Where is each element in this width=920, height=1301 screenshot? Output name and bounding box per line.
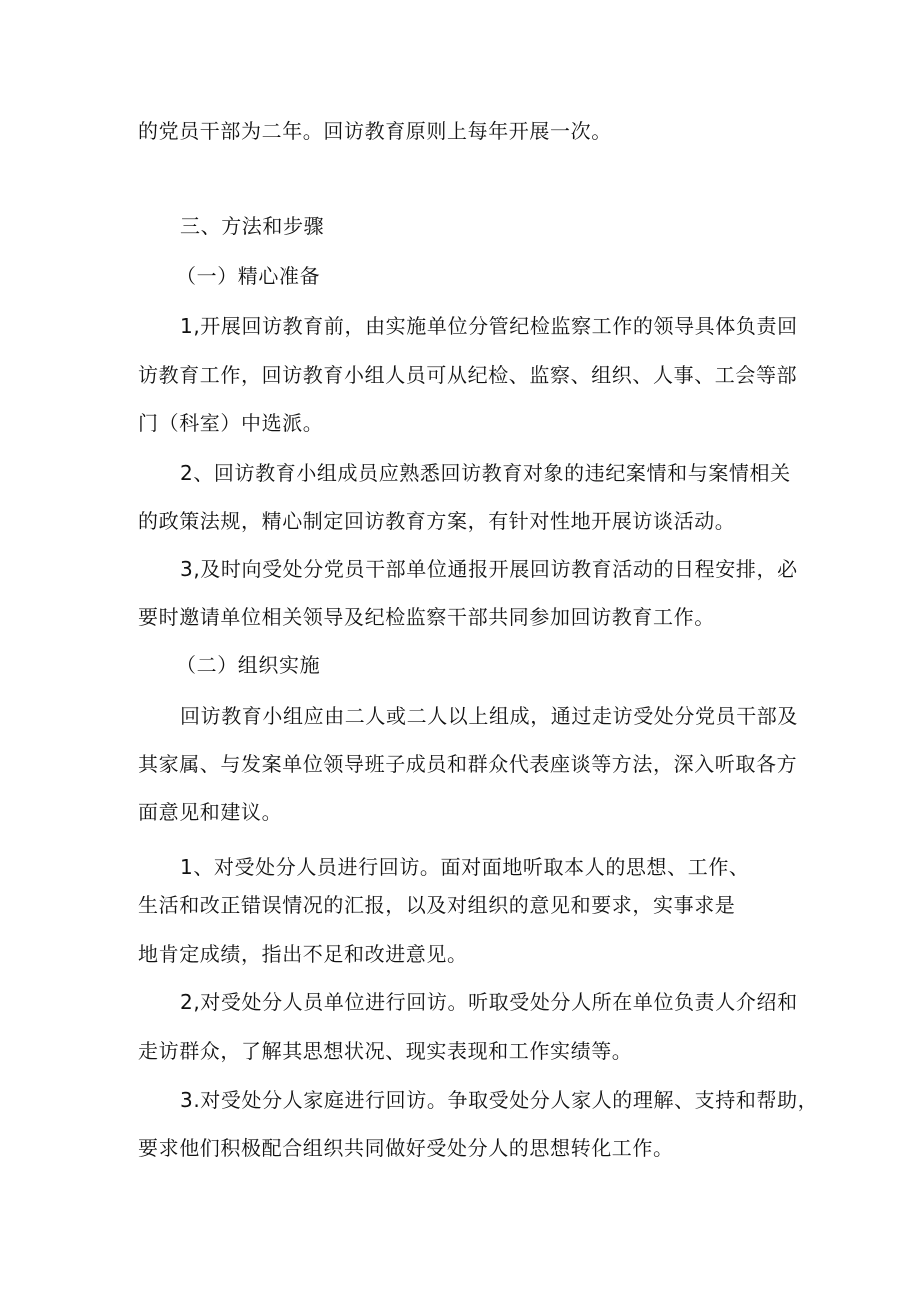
paragraph-line: 地肯定成绩，指出不足和改进意见。: [138, 942, 468, 966]
paragraph-line: 2,对受处分人员单位进行回访。听取受处分人所在单位负责人介绍和: [180, 990, 798, 1014]
paragraph-line: 1、对受处分人员进行回访。面对面地听取本人的思想、工作、: [180, 855, 750, 879]
paragraph-line: 2、回访教育小组成员应熟悉回访教育对象的违纪案情和与案情相关: [180, 461, 791, 485]
paragraph-line: 回访教育小组应由二人或二人以上组成，通过走访受处分党员干部及: [180, 704, 798, 728]
paragraph-line: 门（科室）中选派。: [138, 411, 324, 435]
paragraph-line: 要时邀请单位相关领导及纪检监察干部共同参加回访教育工作。: [138, 605, 715, 629]
paragraph-line: 3.对受处分人家庭进行回访。争取受处分人家人的理解、支持和帮助，: [180, 1088, 819, 1112]
paragraph-line: 3,及时向受处分党员干部单位通报开展回访教育活动的日程安排，必: [180, 557, 798, 581]
paragraph-line: 面意见和建议。: [138, 800, 283, 824]
paragraph-line: 的政策法规，精心制定回访教育方案，有针对性地开展访谈活动。: [138, 509, 736, 533]
paragraph-line: 的党员干部为二年。回访教育原则上每年开展一次。: [138, 119, 612, 143]
paragraph-line: 访教育工作，回访教育小组人员可从纪检、监察、组织、人事、工会等部: [138, 363, 798, 387]
paragraph-line: 走访群众，了解其思想状况、现实表现和工作实绩等。: [138, 1039, 633, 1063]
paragraph-line: 其家属、与发案单位领导班子成员和群众代表座谈等方法，深入听取各方: [138, 752, 798, 776]
subsection-heading: （二）组织实施: [176, 653, 321, 677]
paragraph-line: 1,开展回访教育前，由实施单位分管纪检监察工作的领导具体负责回: [180, 314, 798, 338]
subsection-heading: （一）精心准备: [176, 264, 321, 288]
paragraph-line: 生活和改正错误情况的汇报，以及对组织的意见和要求，实事求是: [138, 893, 736, 917]
paragraph-line: 要求他们积极配合组织共同做好受处分人的思想转化工作。: [138, 1136, 674, 1160]
section-heading: 三、方法和步骤: [180, 214, 325, 238]
